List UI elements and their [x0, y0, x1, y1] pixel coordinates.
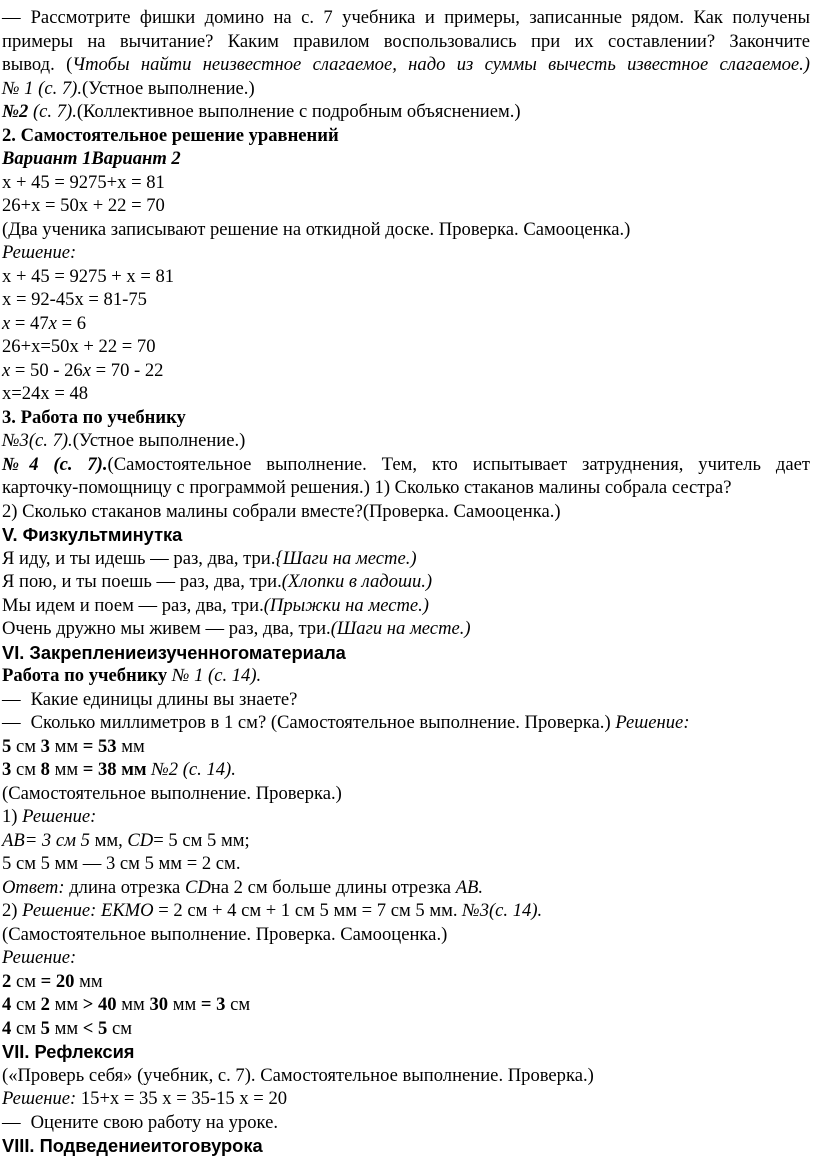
question-line: — Оцените свою работу на уроке.: [2, 1111, 278, 1133]
rhyme-line: Мы идем и поем — раз, два, три.(Прыжки на месте.): [2, 594, 429, 616]
result-line: 4 см 2 мм > 40 мм 30 мм = 3 см: [2, 994, 251, 1015]
section-8-heading: VIII. Подведениеитоговурока: [2, 1135, 263, 1156]
answer-line: 5 см 3 мм = 53 мм: [2, 735, 145, 757]
task-3: №3(с. 7).(Устное выполнение.): [2, 430, 246, 451]
task-4-line-2: карточку-помощницу с программой решения.) 1) Сколько стаканов малины собрала сестра?: [2, 477, 732, 498]
rhyme-line: Очень дружно мы живем — раз, два, три.(Шаги на месте.): [2, 618, 471, 639]
intro-line-3: вывод. (Чтобы найти неизвестное слагаемое, надо из суммы вычесть известное слагаемое.): [2, 54, 810, 75]
solution-line: 26+x=50x + 22 = 70: [2, 336, 156, 357]
section-5-heading: V. Физкультминутка: [2, 524, 183, 545]
solution-line: x = 47x = 6: [2, 312, 87, 334]
task-1: № 1 (с. 7).(Устное выполнение.): [2, 77, 255, 99]
part-2-line: 2) Решение: ЕКМО = 2 см + 4 см + 1 см 5 мм = 7 см 5 мм. №3(с. 14).: [2, 900, 543, 921]
section-2-heading: 2. Самостоятельное решение уравнений: [2, 124, 339, 146]
solution-line: x = 50 - 26x = 70 - 22: [2, 359, 164, 381]
task-2: №2 (с. 7).(Коллективное выполнение с подробным объяснением.): [2, 101, 521, 122]
task-4-line-3: 2) Сколько стаканов малины собрали вместе?(Проверка. Самооценка.): [2, 500, 561, 522]
intro-line-2: примеры на вычитание? Каким правилом воспользовались при их составлении? Закончите: [2, 30, 810, 52]
answer-line: Ответ: длина отрезка CDна 2 см больше длины отрезка AB.: [2, 876, 484, 898]
reflection-line: («Проверь себя» (учебник, с. 7). Самостоятельное выполнение. Проверка.): [2, 1064, 594, 1086]
rhyme-line: Я иду, и ты идешь — раз, два, три.{Шаги на месте.): [2, 547, 417, 569]
section-6-heading: VI. Закреплениеизученногоматериала: [2, 641, 346, 663]
rhyme-line: Я пою, и ты поешь — раз, два, три.(Хлопки в ладоши.): [2, 571, 433, 592]
section-7-heading: VII. Рефлексия: [2, 1041, 135, 1062]
reflection-solution: Решение: 15+x = 35 x = 35-15 x = 20: [2, 1088, 288, 1109]
solution-line: x = 92-45x = 81-75: [2, 289, 147, 310]
solution-line: x + 45 = 9275 + x = 81: [2, 265, 175, 287]
work-heading: Работа по учебнику № 1 (с. 14).: [2, 665, 262, 686]
note-line: (Самостоятельное выполнение. Проверка.): [2, 782, 342, 804]
segments-line: AB= 3 см 5 мм, CD= 5 см 5 мм;: [2, 829, 250, 851]
variants-heading: Вариант 1Вариант 2: [2, 148, 181, 169]
answer-line: 3 см 8 мм = 38 мм №2 (с. 14).: [2, 759, 236, 780]
part-1-label: 1) Решение:: [2, 806, 97, 827]
solution-line: x=24x = 48: [2, 383, 89, 404]
calc-line: 5 см 5 мм — 3 см 5 мм = 2 см.: [2, 853, 241, 874]
question-line: — Сколько миллиметров в 1 см? (Самостоятельное выполнение. Проверка.) Решение:: [2, 712, 690, 733]
equation-line: 26+x = 50x + 22 = 70: [2, 195, 165, 216]
question-line: — Какие единицы длины вы знаете?: [2, 688, 298, 710]
intro-line-1: — Рассмотрите фишки домино на с. 7 учебника и примеры, записанные рядом. Как получены: [2, 7, 810, 28]
equation-line: x + 45 = 9275+x = 81: [2, 171, 165, 193]
section-2-note: (Два ученика записывают решение на откидной доске. Проверка. Самооценка.): [2, 218, 631, 240]
result-line: 2 см = 20 мм: [2, 970, 103, 992]
solution-label: Решение:: [2, 947, 77, 968]
section-3-heading: 3. Работа по учебнику: [2, 406, 186, 428]
result-line: 4 см 5 мм < 5 см: [2, 1017, 132, 1039]
solution-label: Решение:: [2, 242, 77, 263]
task-4-line-1: №4 (с. 7).(Самостоятельное выполнение. Тем, кто испытывает затруднения, учитель дает: [2, 453, 810, 475]
note-line: (Самостоятельное выполнение. Проверка. Самооценка.): [2, 923, 448, 945]
